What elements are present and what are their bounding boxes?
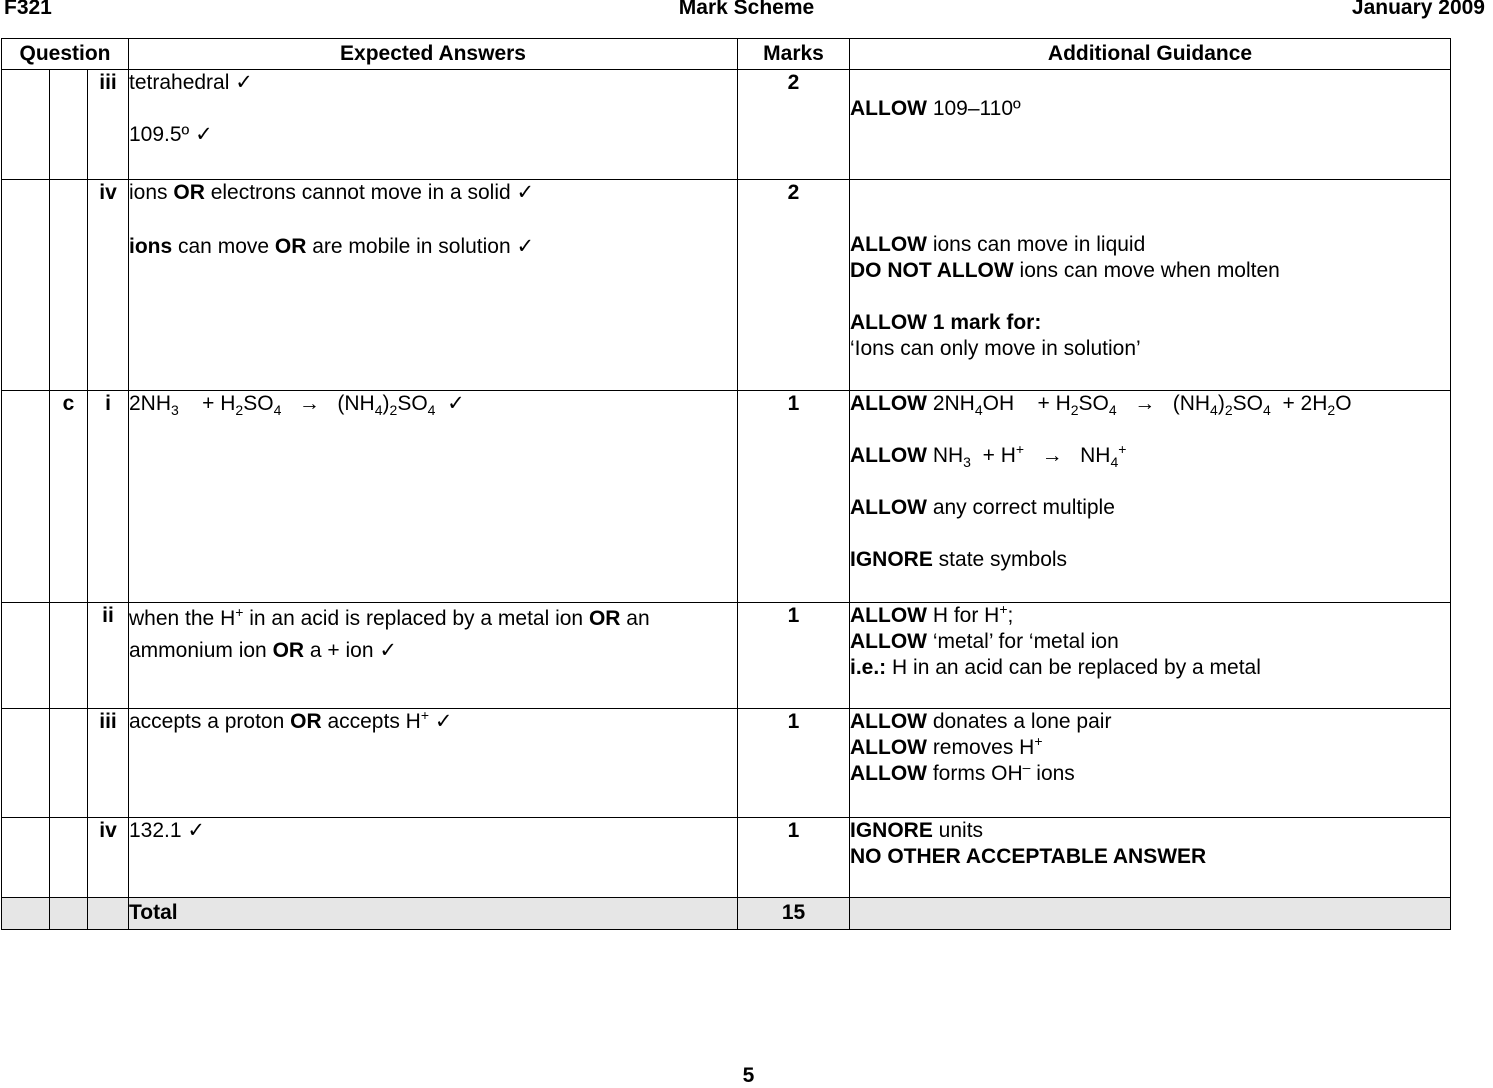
total-row bbox=[2, 898, 1451, 930]
column-header-marks: Marks bbox=[738, 39, 850, 70]
header-date: January 2009 bbox=[1351, 0, 1485, 19]
marks-value: 1 bbox=[738, 818, 850, 898]
table-row bbox=[2, 180, 1451, 391]
question-part bbox=[50, 818, 88, 898]
question-subpart: iii bbox=[88, 709, 129, 818]
additional-guidance: ALLOW 109–110º bbox=[850, 70, 1451, 180]
tick-icon: ✓ bbox=[187, 819, 206, 842]
question-subpart: i bbox=[88, 391, 129, 603]
total-label: Total bbox=[129, 898, 738, 930]
question-part bbox=[50, 70, 88, 180]
expected-answer: when the H+ in an acid is replaced by a metal ion OR an ammonium ion OR a + ion ✓ bbox=[129, 603, 738, 709]
question-number bbox=[2, 603, 50, 709]
expected-answer: $2NH_3$ + $H_2SO_4$ → $(NH_4)_2SO_4$ ✓ bbox=[129, 391, 738, 603]
tick-icon: ✓ bbox=[235, 71, 253, 94]
expected-answer: 132.1 ✓ bbox=[129, 818, 738, 898]
marks-value: 1 bbox=[738, 603, 850, 709]
additional-guidance: ALLOW H for H+; ALLOW ‘metal’ for ‘metal ion i.e.: H in an acid can be replaced by a metal bbox=[850, 603, 1451, 709]
table-row bbox=[2, 709, 1451, 818]
header-module-code: F321 bbox=[4, 0, 52, 19]
question-number bbox=[2, 391, 50, 603]
question-number bbox=[2, 709, 50, 818]
question-number bbox=[2, 180, 50, 391]
column-header-question: Question bbox=[2, 39, 129, 70]
tick-icon: ✓ bbox=[516, 235, 535, 258]
tick-icon: ✓ bbox=[379, 639, 397, 662]
marks-value: 2 bbox=[738, 70, 850, 180]
arrow-icon: → bbox=[298, 392, 320, 415]
table-header-row bbox=[2, 39, 1451, 70]
question-part bbox=[50, 603, 88, 709]
marks-value: 1 bbox=[738, 709, 850, 818]
additional-guidance: IGNORE units NO OTHER ACCEPTABLE ANSWER bbox=[850, 818, 1451, 898]
question-subpart: iii bbox=[88, 70, 129, 180]
question-part bbox=[50, 709, 88, 818]
additional-guidance: ALLOW ions can move in liquid DO NOT ALLOW ions can move when molten ALLOW 1 mark for: ‘Ions can only move in solution’ bbox=[850, 180, 1451, 391]
table-row bbox=[2, 391, 1451, 603]
question-part: c bbox=[50, 391, 88, 603]
additional-guidance: ALLOW donates a lone pair ALLOW removes H+ ALLOW forms OH– ions bbox=[850, 709, 1451, 818]
total-marks: 15 bbox=[738, 898, 850, 930]
table-row bbox=[2, 818, 1451, 898]
table-row bbox=[2, 603, 1451, 709]
mark-scheme-table bbox=[1, 38, 1451, 930]
marks-value: 2 bbox=[738, 180, 850, 391]
additional-guidance: ALLOW $2NH_4OH$ + $H_2SO_4$ → $(NH_4)_2SO_4 + 2H_2O$ ALLOW $NH_3 + H^+$ → $NH_4^+$ ALLOW any correct multiple IGNORE state symbols bbox=[850, 391, 1451, 603]
arrow-icon: → bbox=[1041, 444, 1063, 467]
header-title: Mark Scheme bbox=[678, 0, 815, 19]
expected-answer: ions OR electrons cannot move in a solid ✓ ions can move OR are mobile in solution ✓ bbox=[129, 180, 738, 391]
question-subpart: iv bbox=[88, 180, 129, 391]
page-number: 5 bbox=[742, 1064, 755, 1087]
tick-icon: ✓ bbox=[516, 181, 535, 204]
marks-value: 1 bbox=[738, 391, 850, 603]
column-header-additional-guidance: Additional Guidance bbox=[850, 39, 1451, 70]
tick-icon: ✓ bbox=[434, 710, 453, 733]
table-row bbox=[2, 70, 1451, 180]
expected-answer: tetrahedral ✓ 109.5º ✓ bbox=[129, 70, 738, 180]
question-number bbox=[2, 818, 50, 898]
arrow-icon: → bbox=[1134, 392, 1156, 415]
question-number bbox=[2, 70, 50, 180]
column-header-expected-answers: Expected Answers bbox=[129, 39, 738, 70]
tick-icon: ✓ bbox=[195, 123, 213, 146]
question-subpart: ii bbox=[88, 603, 129, 709]
question-part bbox=[50, 180, 88, 391]
tick-icon: ✓ bbox=[447, 392, 465, 415]
expected-answer: accepts a proton OR accepts H+ ✓ bbox=[129, 709, 738, 818]
question-subpart: iv bbox=[88, 818, 129, 898]
